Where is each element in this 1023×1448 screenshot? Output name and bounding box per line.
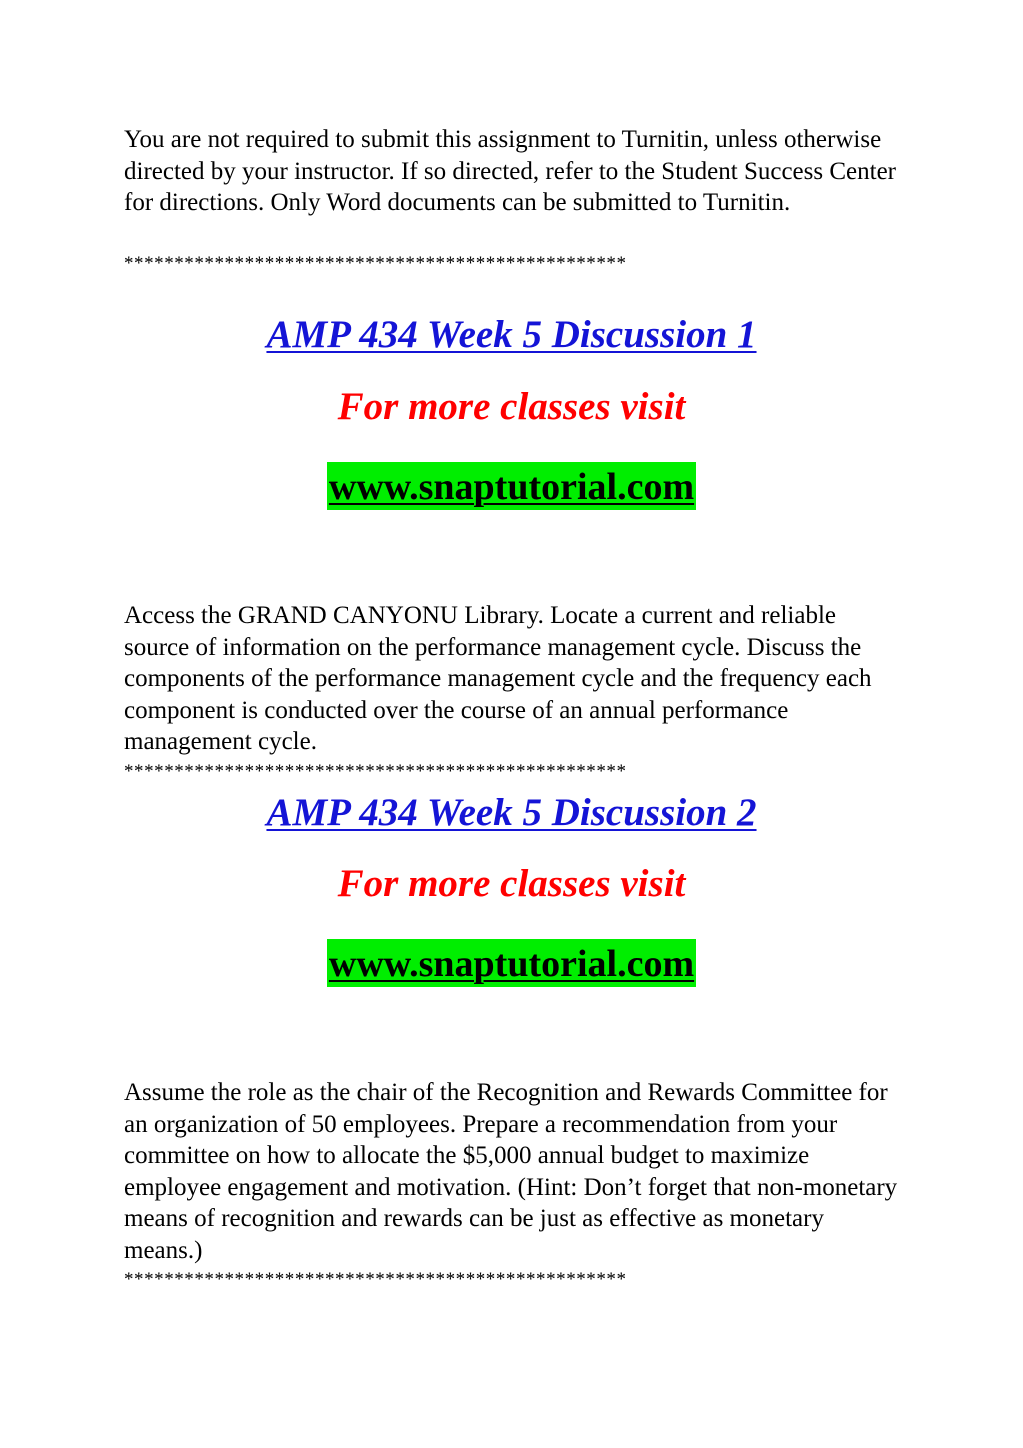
section-1-body: Access the GRAND CANYONU Library. Locate a current and reliable source of information on the performance management cycle. Discuss the components of the performance management cycle and the frequency each component is conducted over the course of an annual performance management cycle. bbox=[124, 602, 872, 755]
section-2-heading bbox=[0, 790, 1023, 836]
section-1-title-link[interactable]: AMP 434 Week 5 Discussion 1 bbox=[266, 313, 757, 356]
separator-2: ************************************************** bbox=[124, 761, 627, 782]
section-1-site-row bbox=[0, 462, 1023, 510]
intro-paragraph: You are not required to submit this assignment to Turnitin, unless otherwise directed by your instructor. If so directed, refer to the Student Success Center for directions. Only Word documents can be submitted to Turnitin. bbox=[124, 126, 896, 216]
section-1-promo: For more classes visit bbox=[337, 385, 686, 428]
separator-1: ************************************************** bbox=[124, 253, 627, 274]
section-1-heading bbox=[0, 312, 1023, 358]
separator-3: ************************************************** bbox=[124, 1269, 627, 1290]
section-2-title-link[interactable]: AMP 434 Week 5 Discussion 2 bbox=[266, 791, 757, 834]
section-1-site-link[interactable]: www.snaptutorial.com bbox=[327, 462, 696, 510]
section-2-site-row bbox=[0, 939, 1023, 987]
section-2-site-link[interactable]: www.snaptutorial.com bbox=[327, 939, 696, 987]
section-2-promo: For more classes visit bbox=[337, 862, 686, 905]
section-2-body: Assume the role as the chair of the Recognition and Rewards Committee for an organization of 50 employees. Prepare a recommendation from your committee on how to allocate the $5,000 annual budget to maximize employee engagement and motivation. (Hint: Don’t forget that non-monetary means of recognition and rewards can be just as effective as monetary means.) bbox=[124, 1079, 898, 1264]
